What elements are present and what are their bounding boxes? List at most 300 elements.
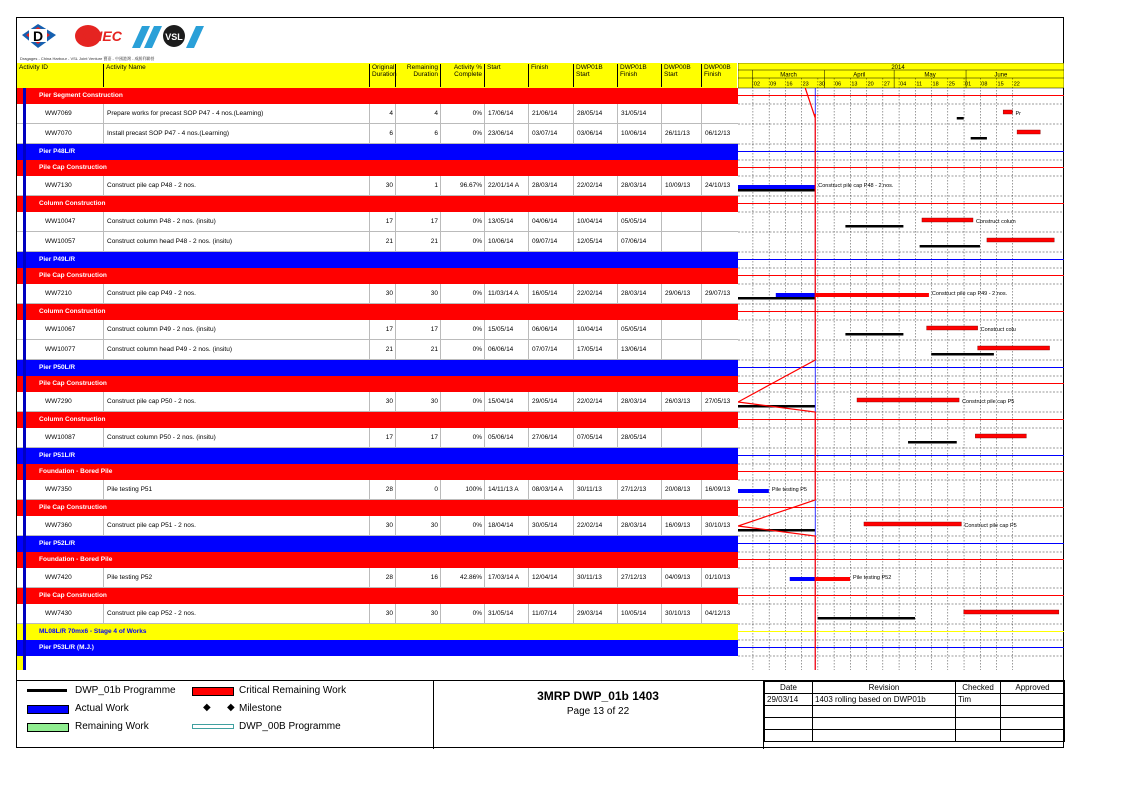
activity-id: WW7430 — [45, 610, 72, 617]
cell-dwp01b-finish — [617, 284, 662, 304]
legend-swatch-baseline — [27, 689, 67, 692]
cell-dwp01b-finish — [617, 516, 662, 536]
svg-text:D: D — [32, 28, 44, 44]
wbs-band[interactable] — [17, 588, 738, 604]
dwp01b-start: 03/06/14 — [577, 130, 603, 137]
col-dwp01b-start[interactable]: DWP01B Start — [573, 64, 617, 87]
wbs-band[interactable] — [17, 552, 738, 568]
legend-baseline: DWP_01b Programme — [75, 685, 176, 696]
cell-dwp01b-start — [573, 604, 618, 624]
remaining-duration: 6 — [434, 130, 438, 137]
rev-header-revision: Revision — [813, 682, 956, 694]
start-date: 18/04/14 — [488, 522, 514, 529]
wbs-band[interactable] — [17, 88, 738, 104]
remaining-duration: 17 — [430, 218, 438, 225]
dwp01b-finish: 28/05/14 — [621, 434, 647, 441]
cell-dwp01b-finish — [617, 104, 662, 124]
cell-remaining-duration — [395, 340, 441, 360]
cell-dwp01b-finish — [617, 124, 662, 144]
start-date: 31/05/14 — [488, 610, 514, 617]
legend-milestone: Milestone — [239, 703, 282, 714]
finish-date: 04/06/14 — [532, 218, 558, 225]
svg-text:CHEC: CHEC — [82, 28, 122, 44]
activity-pct: 0% — [472, 130, 482, 137]
week-label: 13 — [851, 81, 858, 88]
start-date: 23/06/14 — [488, 130, 514, 137]
wbs-label: Pier Segment Construction — [39, 92, 123, 99]
cell-start-date — [484, 392, 529, 412]
dwp01b-finish: 27/12/13 — [621, 574, 647, 581]
wbs-label: Pile Cap Construction — [39, 272, 107, 279]
milestone-icon: ◆ — [227, 702, 235, 713]
finish-date: 29/05/14 — [532, 398, 558, 405]
dwp01b-finish: 31/05/14 — [621, 110, 647, 117]
activity-pct: 0% — [472, 346, 482, 353]
activity-id: WW7350 — [45, 486, 72, 493]
dwp00b-finish: 29/07/13 — [705, 290, 731, 297]
rev-header-approved: Approved — [1001, 682, 1065, 694]
wbs-label: Foundation - Bored Pile — [39, 556, 113, 563]
dwp00b-start: 30/10/13 — [665, 610, 691, 617]
activity-name: Construct pile cap P52 - 2 nos. — [107, 610, 196, 617]
cell-dwp01b-finish — [617, 232, 662, 252]
cell-finish-date — [528, 176, 574, 196]
cell-start-date — [484, 176, 529, 196]
cell-dwp01b-finish — [617, 340, 662, 360]
cell-original-duration — [369, 124, 396, 144]
table-row[interactable] — [17, 212, 738, 232]
wbs-band[interactable] — [17, 448, 738, 464]
cell-dwp01b-start — [573, 176, 618, 196]
activity-name: Prepare works for precast SOP P47 - 4 nos.(Learning) — [107, 110, 264, 117]
cell-dwp00b-finish — [701, 568, 738, 588]
cell-finish-date — [528, 320, 574, 340]
wbs-summary-line — [738, 471, 1064, 472]
activity-pct: 0% — [472, 434, 482, 441]
week-label: 18 — [932, 81, 939, 88]
bar-label-WW7069: Pr — [1015, 111, 1021, 117]
wbs-band[interactable] — [17, 412, 738, 428]
col-activity-name[interactable]: Activity Name — [103, 64, 369, 87]
cell-dwp01b-finish — [617, 568, 662, 588]
wbs-summary-line — [738, 559, 1064, 560]
wbs-label: Pier P52L/R — [39, 540, 76, 547]
cell-start-date — [484, 124, 529, 144]
activity-name: Construct column head P49 - 2 nos. (insitu) — [107, 346, 233, 353]
cell-activity-id — [17, 176, 103, 196]
cell-dwp01b-finish — [617, 176, 662, 196]
wbs-band[interactable] — [17, 464, 738, 480]
table-row[interactable] — [17, 516, 738, 536]
wbs-label: Column Construction — [39, 416, 106, 423]
dwp00b-finish: 30/10/13 — [705, 522, 731, 529]
baseline-bar-WW7210 — [738, 297, 815, 300]
dwp01b-finish: 13/06/14 — [621, 346, 647, 353]
baseline-bar-WW7070 — [971, 137, 987, 140]
logos — [20, 22, 210, 56]
wbs-summary-line — [738, 543, 1064, 544]
cell-dwp01b-start — [573, 284, 618, 304]
week-label: 16 — [786, 81, 793, 88]
start-date: 15/04/14 — [488, 398, 514, 405]
cell-finish-date — [528, 212, 574, 232]
week-label: 04 — [900, 81, 907, 88]
activity-name: Construct pile cap P50 - 2 nos. — [107, 398, 196, 405]
start-date: 11/03/14 A — [488, 290, 519, 297]
critical-bar-WW7069 — [1003, 110, 1012, 114]
dwp01b-finish: 05/05/14 — [621, 326, 647, 333]
cell-dwp00b-start — [661, 124, 702, 144]
cell-activity-name — [103, 284, 370, 304]
cell-original-duration — [369, 480, 396, 500]
cell-dwp00b-finish — [701, 480, 738, 500]
col-activity-pct[interactable]: Activity % Complete — [440, 64, 484, 87]
activity-pct: 96.67% — [459, 182, 482, 189]
cell-original-duration — [369, 604, 396, 624]
company-caption: Dragages - China Harbour - VSL Joint Venture 寶嘉 - 中國港灣 - 威勝利聯營 — [20, 56, 155, 61]
cell-dwp00b-start — [661, 232, 702, 252]
dwp00b-start: 10/09/13 — [665, 182, 691, 189]
table-row[interactable] — [17, 392, 738, 412]
finish-date: 21/06/14 — [532, 110, 558, 117]
cell-activity-id — [17, 340, 103, 360]
finish-date: 07/07/14 — [532, 346, 558, 353]
wbs-label: Pile Cap Construction — [39, 504, 107, 511]
actual-bar-WW7350 — [738, 489, 769, 493]
activity-id: WW7069 — [45, 110, 72, 117]
dwp00b-start: 29/06/13 — [665, 290, 691, 297]
legend-dwp00b: DWP_00B Programme — [239, 721, 341, 732]
wbs-label: Column Construction — [39, 308, 106, 315]
cell-activity-pct — [440, 480, 485, 500]
col-activity-id[interactable]: Activity ID — [19, 64, 48, 71]
start-date: 05/06/14 — [488, 434, 514, 441]
activity-name: Construct column head P48 - 2 nos. (insitu) — [107, 238, 233, 245]
cell-original-duration — [369, 104, 396, 124]
remaining-duration: 4 — [434, 110, 438, 117]
cell-dwp01b-finish — [617, 320, 662, 340]
original-duration: 30 — [385, 182, 393, 189]
wbs-band[interactable] — [17, 196, 738, 212]
dwp01b-finish: 10/06/14 — [621, 130, 647, 137]
dragages-logo — [22, 24, 56, 48]
gantt-chart — [738, 63, 1064, 670]
table-row[interactable] — [17, 480, 738, 500]
actual-bar-WW7420 — [790, 577, 816, 581]
activity-pct: 0% — [472, 290, 482, 297]
finish-date: 16/05/14 — [532, 290, 558, 297]
wbs-label: Foundation - Bored Pile — [39, 468, 113, 475]
finish-date: 03/07/14 — [532, 130, 558, 137]
wbs-band[interactable] — [17, 304, 738, 320]
finish-date: 12/04/14 — [532, 574, 558, 581]
cell-activity-name — [103, 568, 370, 588]
cell-activity-name — [103, 392, 370, 412]
column-header — [17, 63, 737, 89]
dwp01b-finish: 28/03/14 — [621, 290, 647, 297]
legend-swatch-critical — [192, 687, 234, 696]
original-duration: 21 — [385, 346, 393, 353]
cell-dwp01b-start — [573, 480, 618, 500]
wbs-band[interactable] — [17, 360, 738, 376]
dwp01b-finish: 10/05/14 — [621, 610, 647, 617]
critical-bar-WW7420 — [815, 577, 850, 581]
table-row[interactable] — [17, 568, 738, 588]
dwp01b-start: 10/04/14 — [577, 326, 603, 333]
dwp01b-finish: 28/03/14 — [621, 182, 647, 189]
table-row[interactable] — [17, 320, 738, 340]
cell-dwp00b-start — [661, 428, 702, 448]
finish-date: 30/05/14 — [532, 522, 558, 529]
remaining-duration: 17 — [430, 434, 438, 441]
activity-name: Construct column P48 - 2 nos. (insitu) — [107, 218, 216, 225]
cell-dwp00b-start — [661, 604, 702, 624]
wbs-band[interactable] — [17, 640, 738, 656]
cell-dwp00b-finish — [701, 232, 738, 252]
table-row[interactable] — [17, 284, 738, 304]
activity-id: WW10087 — [45, 434, 76, 441]
cell-activity-name — [103, 516, 370, 536]
cell-activity-pct — [440, 124, 485, 144]
activity-name: Pile testing P52 — [107, 574, 153, 581]
wbs-band[interactable] — [17, 268, 738, 284]
col-original-duration[interactable]: Original Duration — [369, 64, 395, 87]
critical-bar-WW7430 — [964, 610, 1059, 614]
table-row[interactable] — [17, 176, 738, 196]
cell-finish-date — [528, 104, 574, 124]
wbs-summary-line — [738, 383, 1064, 384]
cell-finish-date — [528, 604, 574, 624]
cell-finish-date — [528, 480, 574, 500]
cell-dwp01b-start — [573, 232, 618, 252]
activity-id: WW10057 — [45, 238, 76, 245]
cell-remaining-duration — [395, 428, 441, 448]
cell-activity-name — [103, 480, 370, 500]
activity-id: WW7130 — [45, 182, 72, 189]
cell-activity-name — [103, 104, 370, 124]
cell-remaining-duration — [395, 124, 441, 144]
cell-activity-name — [103, 212, 370, 232]
start-date: 10/06/14 — [488, 238, 514, 245]
bar-label-WW7360: Construct pile cap P5 — [964, 523, 1017, 529]
dwp01b-start: 30/11/13 — [577, 574, 602, 581]
wbs-band[interactable] — [17, 252, 738, 268]
legend — [17, 680, 434, 749]
baseline-bar-WW10067 — [845, 333, 903, 336]
activity-name: Construct column P49 - 2 nos. (insitu) — [107, 326, 216, 333]
table-row[interactable] — [17, 340, 738, 360]
wbs-band[interactable] — [17, 536, 738, 552]
baseline-bar-WW7069 — [957, 117, 964, 120]
cell-original-duration — [369, 568, 396, 588]
cell-activity-pct — [440, 320, 485, 340]
original-duration: 17 — [385, 326, 393, 333]
cell-activity-id — [17, 428, 103, 448]
wbs-label: Pier P51L/R — [39, 452, 76, 459]
wbs-band[interactable] — [17, 376, 738, 392]
week-label: 30 — [818, 81, 826, 88]
cell-dwp01b-start — [573, 392, 618, 412]
cell-dwp01b-finish — [617, 212, 662, 232]
cell-dwp00b-start — [661, 340, 702, 360]
milestone-icon: ◆ — [203, 702, 211, 713]
cell-original-duration — [369, 320, 396, 340]
col-remaining-duration[interactable]: Remaining Duration — [395, 64, 440, 87]
dwp01b-start: 28/05/14 — [577, 110, 603, 117]
cell-dwp01b-start — [573, 568, 618, 588]
cell-remaining-duration — [395, 516, 441, 536]
svg-text:VSL: VSL — [165, 32, 183, 42]
cell-dwp01b-start — [573, 340, 618, 360]
cell-remaining-duration — [395, 480, 441, 500]
wbs-label: Pier P49L/R — [39, 256, 76, 263]
week-label: 27 — [883, 81, 890, 88]
cell-remaining-duration — [395, 232, 441, 252]
rev-checked: Tim — [956, 694, 1001, 706]
activity-pct: 42.86% — [459, 574, 482, 581]
bar-label-WW7350: Pile testing P5 — [771, 487, 808, 493]
cell-dwp00b-finish — [701, 124, 738, 144]
cell-remaining-duration — [395, 392, 441, 412]
remaining-duration: 0 — [434, 486, 438, 493]
col-start[interactable]: Start — [484, 64, 528, 87]
week-label: 25 — [948, 81, 955, 88]
legend-swatch-actual — [27, 705, 69, 714]
cell-original-duration — [369, 428, 396, 448]
cell-activity-name — [103, 124, 370, 144]
wbs-summary-line — [738, 631, 1064, 632]
wbs-summary-line — [738, 507, 1064, 508]
cell-finish-date — [528, 428, 574, 448]
cell-finish-date — [528, 124, 574, 144]
cell-dwp00b-finish — [701, 428, 738, 448]
cell-activity-pct — [440, 392, 485, 412]
page-number: Page 13 of 22 — [566, 706, 630, 717]
cell-activity-pct — [440, 516, 485, 536]
activity-id: WW7420 — [45, 574, 72, 581]
cell-remaining-duration — [395, 176, 441, 196]
critical-bar-WW7360 — [864, 522, 961, 526]
dwp01b-finish: 05/05/14 — [621, 218, 647, 225]
cell-activity-pct — [440, 232, 485, 252]
original-duration: 28 — [385, 486, 393, 493]
remaining-duration: 30 — [430, 522, 438, 529]
wbs-band[interactable] — [17, 144, 738, 160]
wbs-summary-line — [738, 419, 1064, 420]
wbs-label: Pile Cap Construction — [39, 592, 107, 599]
week-label: 06 — [835, 81, 842, 88]
cell-dwp00b-finish — [701, 320, 738, 340]
wbs-band[interactable] — [17, 624, 738, 640]
cell-remaining-duration — [395, 568, 441, 588]
month-label: June — [994, 72, 1008, 79]
bar-label-WW7130: Construct pile cap P48 - 2 nos. — [818, 183, 894, 189]
table-row[interactable] — [17, 124, 738, 144]
cell-original-duration — [369, 176, 396, 196]
legend-remaining: Remaining Work — [75, 721, 149, 732]
wbs-label: Pier P53L/R (M.J.) — [39, 644, 94, 651]
table-row[interactable] — [17, 604, 738, 624]
cell-remaining-duration — [395, 604, 441, 624]
wbs-band[interactable] — [17, 160, 738, 176]
activity-pct: 0% — [472, 610, 482, 617]
cell-start-date — [484, 480, 529, 500]
start-date: 14/11/13 A — [488, 486, 519, 493]
week-label: 01 — [965, 81, 972, 88]
wbs-label: Pile Cap Construction — [39, 164, 107, 171]
activity-pct: 0% — [472, 398, 482, 405]
table-row[interactable] — [17, 232, 738, 252]
cell-remaining-duration — [395, 320, 441, 340]
week-label: 11 — [916, 81, 923, 88]
col-dwp01b-finish[interactable]: DWP01B Finish — [617, 64, 661, 87]
activity-id: WW10047 — [45, 218, 76, 225]
col-finish[interactable]: Finish — [528, 64, 573, 87]
cell-start-date — [484, 104, 529, 124]
dwp01b-start: 12/05/14 — [577, 238, 603, 245]
legend-critical: Critical Remaining Work — [239, 685, 347, 696]
wbs-band[interactable] — [17, 500, 738, 516]
start-date: 17/03/14 A — [488, 574, 520, 581]
cell-original-duration — [369, 340, 396, 360]
cell-start-date — [484, 516, 529, 536]
start-date: 17/06/14 — [488, 110, 514, 117]
cell-dwp00b-start — [661, 320, 702, 340]
finish-date: 06/06/14 — [532, 326, 558, 333]
cell-start-date — [484, 232, 529, 252]
critical-bar-WW10047 — [922, 218, 973, 222]
wbs-summary-line — [738, 151, 1064, 152]
rev-revision: 1403 rolling based on DWP01b — [813, 694, 956, 706]
col-dwp00b-finish[interactable]: DWP00B Finish — [701, 64, 737, 87]
table-row[interactable] — [17, 104, 738, 124]
dwp01b-start: 22/02/14 — [577, 290, 603, 297]
dwp01b-start: 22/02/14 — [577, 522, 603, 529]
cell-dwp01b-start — [573, 516, 618, 536]
cell-activity-name — [103, 176, 370, 196]
actual-bar-WW7210 — [776, 293, 815, 297]
dwp00b-finish: 24/10/13 — [705, 182, 731, 189]
activity-pct: 0% — [472, 110, 482, 117]
chec-logo — [75, 25, 123, 47]
dwp00b-start: 20/08/13 — [665, 486, 691, 493]
baseline-bar-WW10047 — [845, 225, 903, 228]
cell-dwp01b-start — [573, 428, 618, 448]
cell-dwp00b-start — [661, 516, 702, 536]
cell-original-duration — [369, 232, 396, 252]
cell-activity-pct — [440, 428, 485, 448]
left-strip-blue — [23, 88, 26, 670]
col-dwp00b-start[interactable]: DWP00B Start — [661, 64, 701, 87]
cell-dwp01b-finish — [617, 480, 662, 500]
actual-bar-WW7130 — [738, 185, 815, 189]
cell-dwp01b-start — [573, 212, 618, 232]
finish-date: 11/07/14 — [532, 610, 557, 617]
cell-activity-id — [17, 212, 103, 232]
rev-header-checked: Checked — [956, 682, 1001, 694]
finish-date: 09/07/14 — [532, 238, 558, 245]
cell-dwp00b-finish — [701, 176, 738, 196]
week-label: 20 — [867, 81, 874, 88]
cell-finish-date — [528, 568, 574, 588]
original-duration: 6 — [389, 130, 393, 137]
cell-activity-id — [17, 232, 103, 252]
dwp01b-start: 07/05/14 — [577, 434, 603, 441]
cell-dwp00b-start — [661, 392, 702, 412]
activity-id: WW10077 — [45, 346, 76, 353]
remaining-duration: 30 — [430, 398, 438, 405]
table-row[interactable] — [17, 428, 738, 448]
